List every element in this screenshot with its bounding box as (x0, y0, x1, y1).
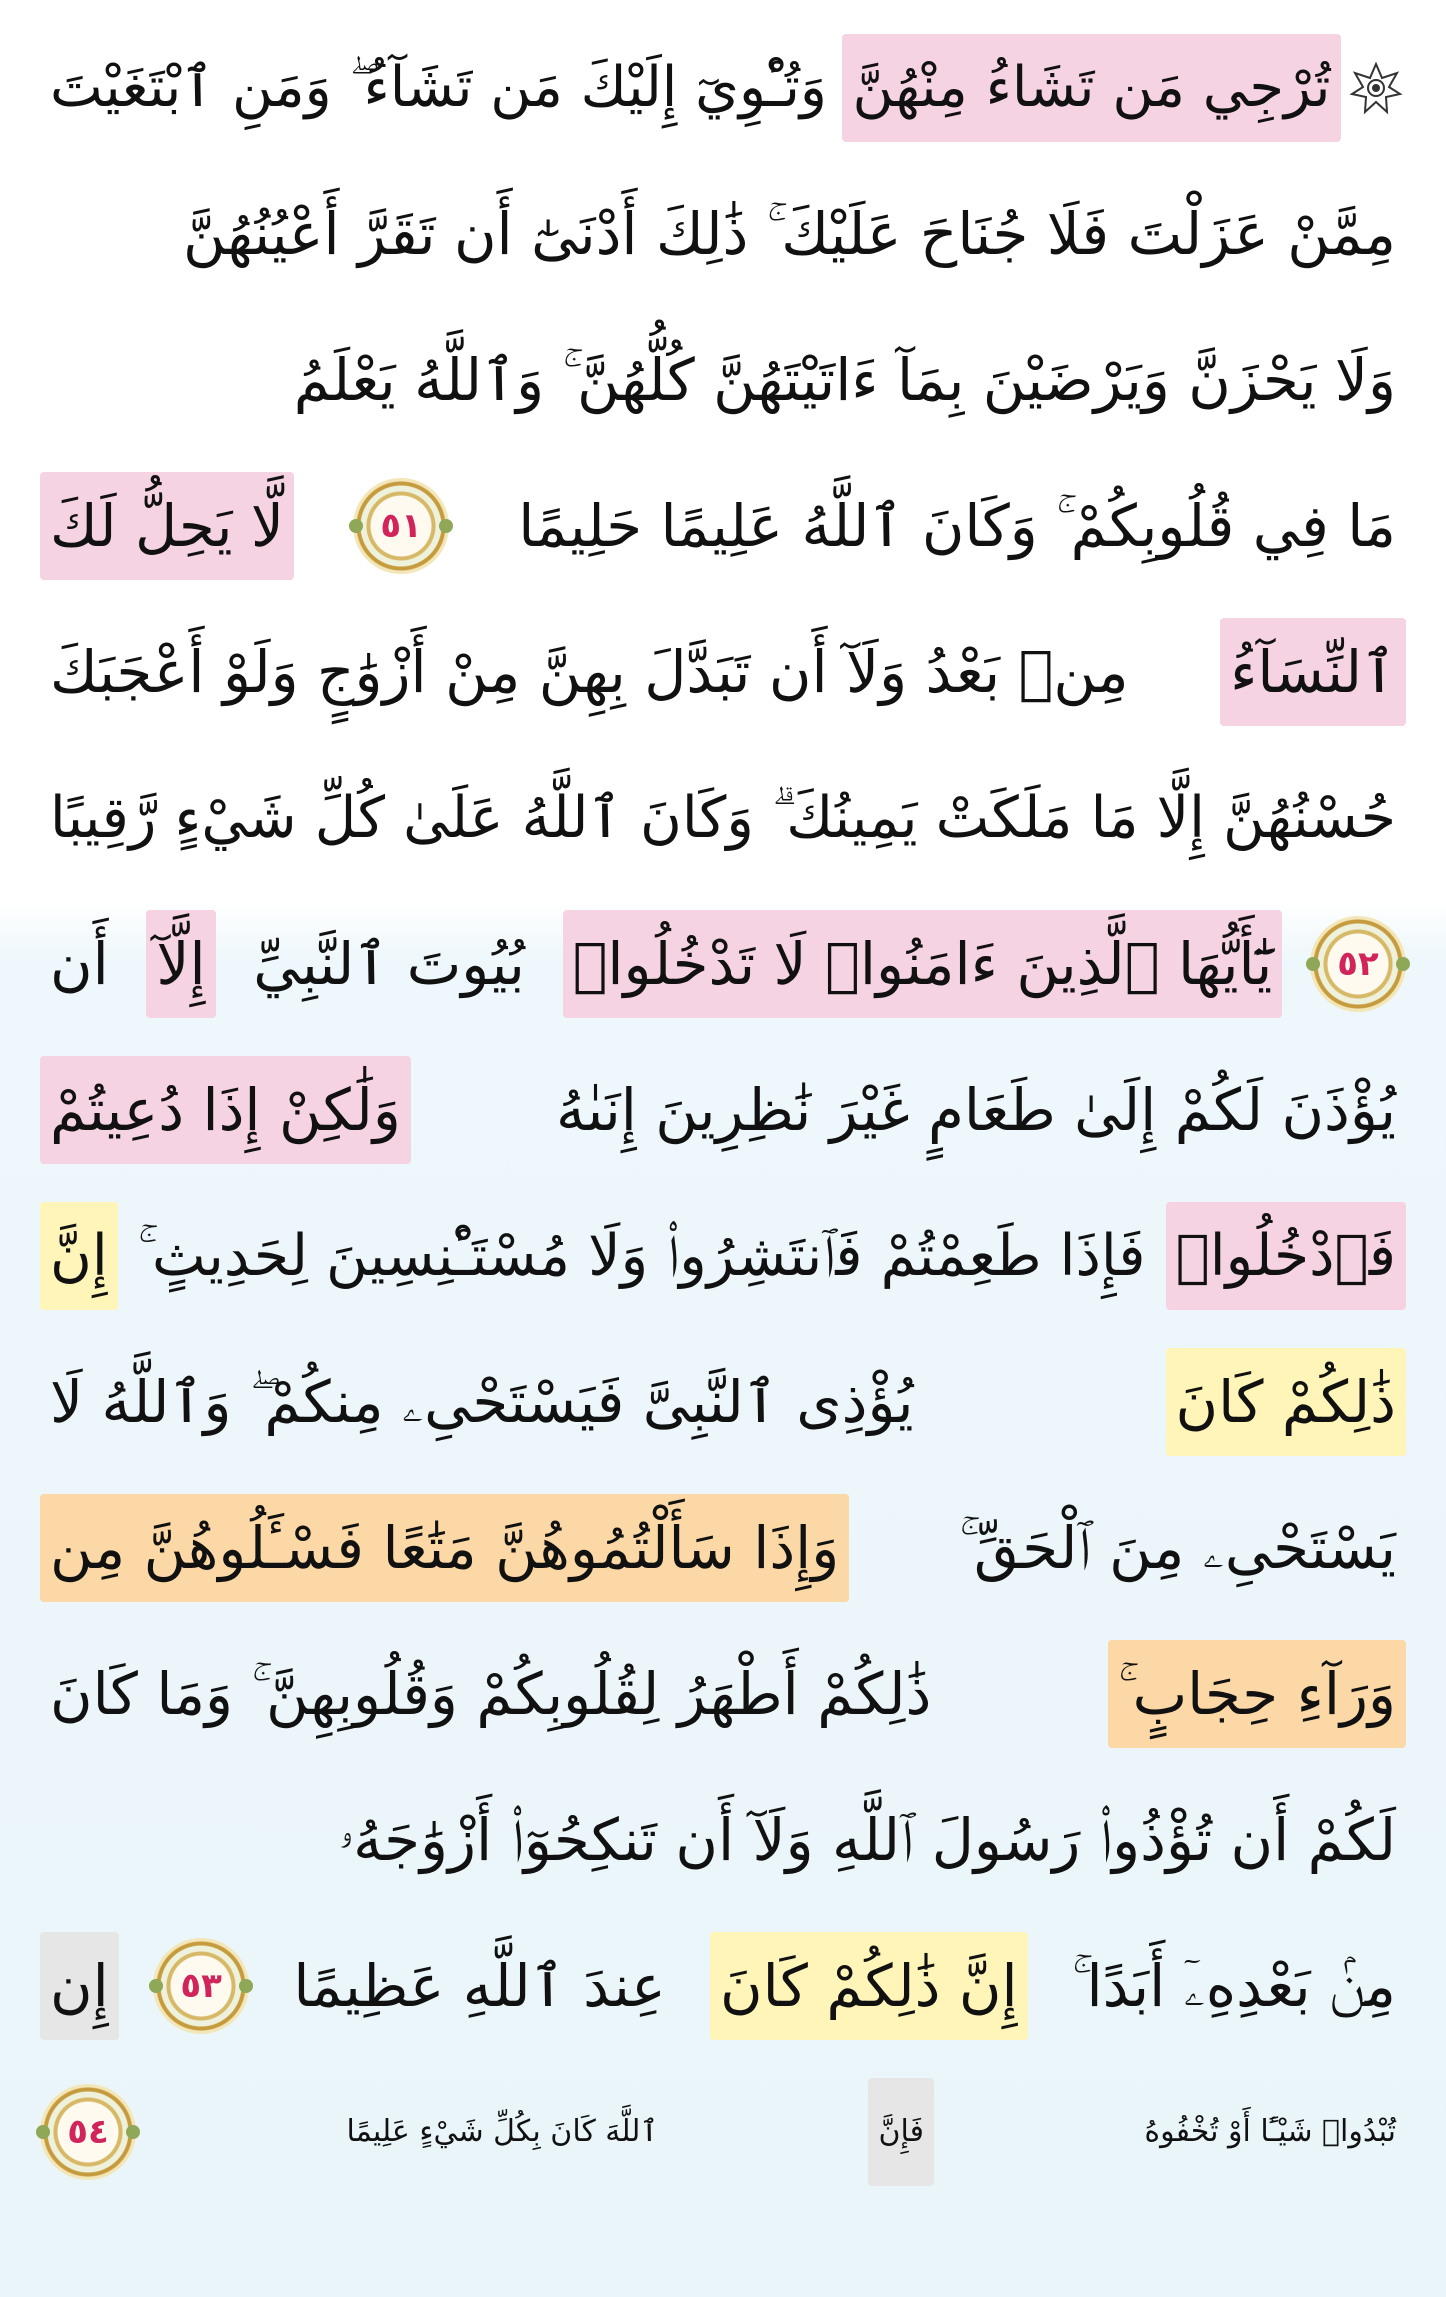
highlighted-phrase: فَإِنَّ (868, 2078, 934, 2186)
text-line (40, 322, 1406, 438)
verse-text: مِنۢ بَعْدُ وَلَآ أَن تَبَدَّلَ بِهِنَّ مِنْ أَزْوَٰجٍ وَلَوْ أَعْجَبَكَ (50, 638, 1129, 706)
verse-text: يُؤْذَنَ لَكُمْ إِلَىٰ طَعَامٍ غَيْرَ نَٰظِرِينَ إِنَىٰهُ (555, 1076, 1396, 1144)
highlighted-phrase: إِن (40, 1932, 119, 2040)
highlighted-phrase: وَإِذَا سَأَلْتُمُوهُنَّ مَتَٰعًا فَسْـَٔلُوهُنَّ مِن (40, 1494, 849, 1602)
text-line (40, 1052, 1406, 1168)
highlighted-phrase: وَلَٰكِنْ إِذَا دُعِيتُمْ (40, 1056, 411, 1164)
text-line (40, 1928, 1406, 2044)
text-line (40, 2074, 1406, 2190)
text-line (40, 1636, 1406, 1752)
verse-text: مِمَّنْ عَزَلْتَ فَلَا جُنَاحَ عَلَيْكَ ۚ ذَٰلِكَ أَدْنَىٰٓ أَن تَقَرَّ أَعْيُنُهُنَّ (182, 200, 1396, 268)
verse-text: يُؤْذِى ٱلنَّبِىَّ فَيَسْتَحْىِۦ مِنكُمْ ۖ وَٱللَّهُ لَا (50, 1368, 914, 1436)
text-line (40, 30, 1406, 146)
highlighted-phrase: وَرَآءِ حِجَابٍ ۚ (1108, 1640, 1406, 1748)
ayah-number-medallion (153, 1938, 249, 2034)
highlighted-phrase: يَٰٓأَيُّهَا ٱلَّذِينَ ءَامَنُوا۟ لَا تَدْخُلُوا۟ (563, 910, 1283, 1018)
ayah-number: ٥١ (380, 506, 422, 546)
verse-text: حُسْنُهُنَّ إِلَّا مَا مَلَكَتْ يَمِينُكَ ۗ وَكَانَ ٱللَّهُ عَلَىٰ كُلِّ شَيْءٍ رَّقِيبًا (49, 785, 1396, 851)
verse-text: مَا فِي قُلُوبِكُمْ ۚ وَكَانَ ٱللَّهُ عَلِيمًا حَلِيمًا (518, 492, 1396, 560)
verse-text: ٱللَّهَ كَانَ بِكُلِّ شَيْءٍ عَلِيمًا (346, 2114, 659, 2149)
verse-text: عِندَ ٱللَّهِ عَظِيمًا (293, 1952, 666, 2020)
text-line (40, 468, 1406, 584)
highlighted-phrase: ذَٰلِكُمْ كَانَ (1166, 1348, 1406, 1456)
text-line (40, 1782, 1406, 1898)
text-line (40, 760, 1406, 876)
highlighted-phrase: تُرْجِي مَن تَشَاءُ مِنْهُنَّ (842, 34, 1340, 142)
text-line (40, 1344, 1406, 1460)
text-line (40, 906, 1406, 1022)
ayah-number-medallion (40, 2084, 136, 2180)
verse-text: بُيُوتَ ٱلنَّبِيِّ (253, 930, 525, 998)
highlighted-phrase: إِنَّ ذَٰلِكُمْ كَانَ (710, 1932, 1028, 2040)
eight-point-star-icon (1346, 58, 1406, 118)
verse-text: ذَٰلِكُمْ أَطْهَرُ لِقُلُوبِكُمْ وَقُلُوبِهِنَّ ۚ وَمَا كَانَ (50, 1660, 932, 1728)
text-line (40, 614, 1406, 730)
verse-text: مِنۢ بَعْدِهِۦٓ أَبَدًا ۚ (1071, 1952, 1396, 2020)
verse-text: فَإِذَا طَعِمْتُمْ فَٱنتَشِرُوا۟ وَلَا مُسْتَـْٔنِسِينَ لِحَدِيثٍ ۚ (137, 1223, 1146, 1289)
text-line (40, 1198, 1406, 1314)
highlighted-phrase: ٱلنِّسَآءُ (1220, 618, 1406, 726)
ayah-number: ٥٢ (1337, 944, 1379, 984)
highlighted-phrase: لَّا يَحِلُّ لَكَ (40, 472, 294, 580)
highlighted-phrase: إِنَّ (40, 1202, 118, 1310)
verse-text: تُبْدُوا۟ شَيْـًٔا أَوْ تُخْفُوهُ (1144, 2114, 1396, 2149)
verse-text: أَن (50, 930, 109, 998)
text-line (40, 1490, 1406, 1606)
ayah-number-medallion (353, 478, 449, 574)
text-line (40, 176, 1406, 292)
ayah-number: ٥٣ (180, 1966, 222, 2006)
verse-text: وَتُـْٔوِيٓ إِلَيْكَ مَن تَشَآءُ ۖ وَمَنِ ٱبْتَغَيْتَ (50, 55, 827, 120)
ayah-number: ٥٤ (67, 2112, 109, 2152)
highlighted-phrase: إِلَّآ (146, 910, 215, 1018)
verse-text: وَلَا يَحْزَنَّ وَيَرْضَيْنَ بِمَآ ءَاتَيْتَهُنَّ كُلُّهُنَّ ۚ وَٱللَّهُ يَعْلَمُ (293, 346, 1396, 414)
ayah-number-medallion (1310, 916, 1406, 1012)
verse-text: لَكُمْ أَن تُؤْذُوا۟ رَسُولَ ٱللَّهِ وَلَآ أَن تَنكِحُوٓا۟ أَزْوَٰجَهُۥ (338, 1806, 1396, 1874)
highlighted-phrase: فَٱدْخُلُوا۟ (1166, 1202, 1406, 1310)
verse-text: يَسْتَحْىِۦ مِنَ ٱلْحَقِّ ۚ (959, 1514, 1396, 1582)
